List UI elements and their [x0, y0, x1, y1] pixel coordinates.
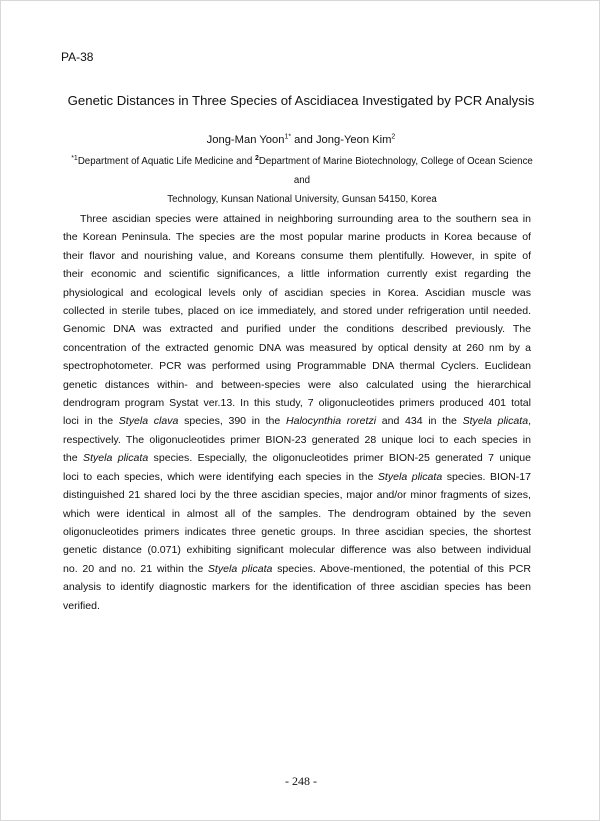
abstract-code: PA-38	[61, 50, 94, 64]
abstract-line: genetic distance (0.071) exhibiting significant molecular difference was also between individual	[63, 544, 531, 557]
abstract-line	[63, 449, 531, 467]
species-name: Halocynthia roretzi	[285, 415, 377, 428]
abstract-line: Genomic DNA was extracted and purified under the conditions described previously. The	[63, 323, 531, 336]
authors	[1, 134, 600, 146]
author-1-mark: 1*	[284, 133, 292, 141]
abstract-line: distinguished 21 shared loci by the three ascidian species, major and/or minor fragments of sizes,	[63, 489, 531, 502]
abstract-line: spectrophotometer. PCR was performed using Programmable DNA thermal Cyclers. Euclidean	[63, 360, 531, 373]
text-segment: the	[63, 452, 84, 465]
abstract-line: respectively. The oligonucleotides primer BION-23 generated 28 unique loci to each species in	[63, 433, 531, 446]
species-name: Styela plicata	[377, 470, 443, 483]
abstract-line: concentration of the extracted genomic DNA was measured by optical density at 260 nm by a	[63, 341, 531, 354]
author-2: Jong-Yeon Kim	[315, 134, 392, 146]
text-segment: no. 20 and no. 21 within the	[63, 562, 208, 575]
text-segment: loci to each species, which were identifying each species in the	[63, 470, 378, 483]
species-name: Styela clava	[118, 415, 179, 428]
text-segment: species. BION-17	[442, 470, 532, 483]
abstract-line: physiological and ecological levels only of ascidian species in Korea. Ascidian muscle was	[63, 286, 531, 299]
abstract-line: collected in sterile tubes, placed on ice immediately, and stored under refrigeration until needed.	[63, 305, 531, 318]
abstract-line: the Korean Peninsula. The species are the most popular marine products in Korea because of	[63, 231, 531, 244]
affiliations	[63, 152, 541, 209]
abstract-line: their flavor and nourishing value, and Koreans consume them plentifully. However, in spite of	[63, 249, 531, 262]
affiliation-1-mark: *1	[71, 154, 78, 162]
species-name: Styela plicata	[207, 562, 273, 575]
author-2-mark: 2	[391, 133, 396, 141]
abstract-line: dendrogram program Systat ver.13. In this study, 7 oligonucleotides primers produced 401 total	[63, 397, 531, 410]
affiliation-2-mark: 2	[254, 154, 259, 162]
text-segment: species. Especially, the oligonucleotides primer BION-25 generated 7 unique	[148, 452, 532, 465]
text-segment: loci in the	[63, 415, 119, 428]
text-segment: species. Above-mentioned, the potential of this PCR	[272, 562, 531, 575]
abstract-line	[63, 412, 531, 430]
species-name: Styela plicata	[462, 415, 529, 428]
text-segment: ,	[528, 415, 532, 428]
abstract-body	[63, 210, 531, 615]
affiliation-2: Department of Marine Biotechnology, College of Ocean Science and	[258, 156, 533, 186]
abstract-line: which were identical in almost all of the samples. The dendrogram obtained by the seven	[63, 507, 531, 520]
abstract-line: genetic distances within- and between-species were also calculated using the hierarchical	[63, 378, 531, 391]
abstract-line: verified.	[63, 599, 100, 612]
abstract-line: analysis to identify diagnostic markers for the identification of three ascidian species has been	[63, 581, 531, 594]
abstract-line: their economic and scientific significances, a little information currently exist regarding the	[63, 268, 531, 281]
author-1: Jong-Man Yoon	[206, 134, 285, 146]
abstract-line: oligonucleotides primers indicates three genetic groups. In three ascidian species, the shortest	[63, 525, 531, 538]
affiliation-line-2: Technology, Kunsan National University, Gunsan 54150, Korea	[167, 194, 437, 205]
text-segment: species, 390 in the	[178, 415, 286, 428]
abstract-line: Three ascidian species were attained in neighboring surrounding area to the southern sea in	[80, 213, 531, 225]
affiliation-1: Department of Aquatic Life Medicine and	[77, 156, 255, 167]
text-segment: and 434 in the	[376, 415, 463, 428]
abstract-line	[63, 560, 531, 578]
species-name: Styela plicata	[83, 452, 149, 465]
page-number: - 248 -	[285, 774, 317, 788]
affiliation-line-1	[63, 152, 541, 190]
author-conjunction: and	[291, 134, 316, 146]
abstract-line	[63, 468, 531, 486]
paper-title: Genetic Distances in Three Species of Ascidiacea Investigated by PCR Analysis	[67, 93, 535, 108]
